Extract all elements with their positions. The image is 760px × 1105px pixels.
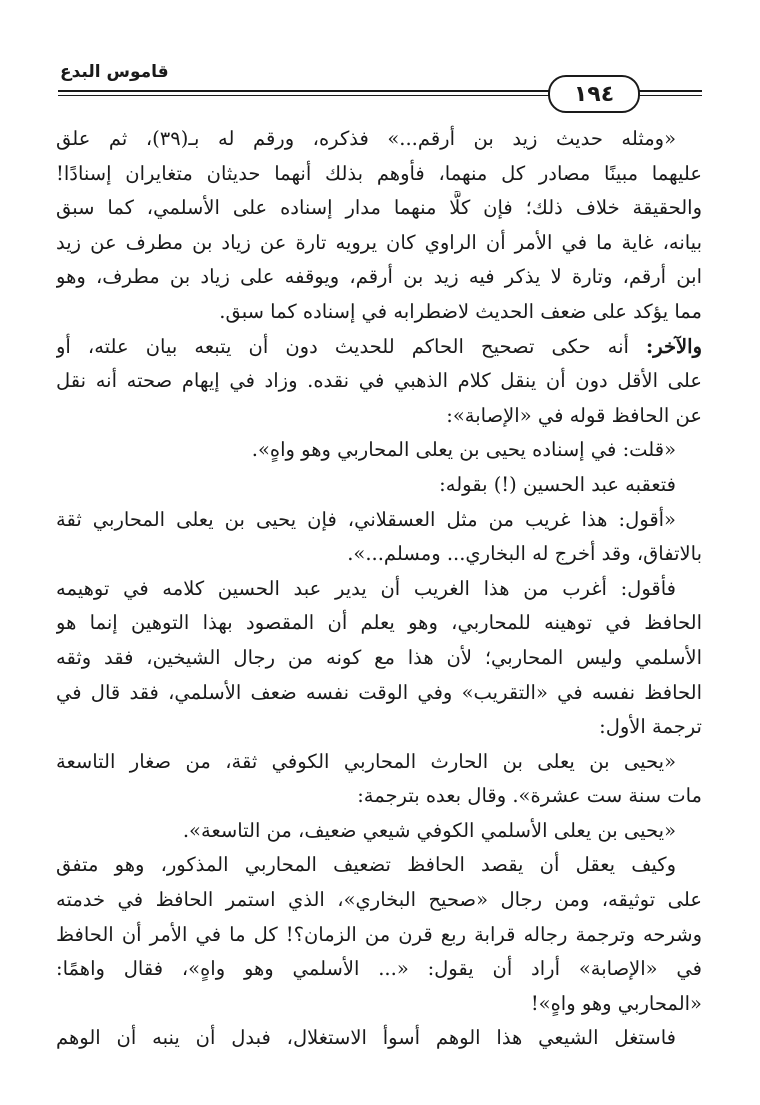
text-line: والحقيقة خلاف ذلك؛ فإن كلًّا منهما مدار إسناده على الأسلمي، كما سبق — [56, 196, 702, 220]
page-number-badge — [548, 75, 640, 113]
quote-line: «يحيى بن يعلى بن الحارث المحاربي الكوفي ثقة، من صغار التاسعة — [56, 749, 676, 773]
text-line: على توثيقه، ومن رجال «صحيح البخاري»، الذي استمر الحافظ في خدمته — [56, 888, 702, 912]
page-body — [56, 122, 702, 1056]
text-line: ابن أرقم، وتارة لا يذكر فيه زيد بن أرقم، ويوقفه على زياد بن مطرف، وهو — [56, 265, 702, 289]
text-line: الحافظ نفسه في «التقريب» وفي الوقت نفسه ضعف الأسلمي، فقد قال في — [56, 680, 702, 704]
page-header — [58, 62, 702, 112]
header-rule — [58, 90, 552, 92]
header-rule-right-thin — [638, 95, 702, 96]
text-line: الحافظ في توهينه للمحاربي، وهو يعلم أن المقصود بهذا التوهين إنما هو — [56, 611, 702, 635]
text-line: على الأقل دون أن ينقل كلام الذهبي في نقده. وزاد في إيهام صحته أنه نقل — [56, 369, 702, 393]
text-line: الأسلمي وليس المحاربي؛ لأن هذا مع كونه من رجال الشيخين، فقد وثقه — [56, 645, 702, 669]
text-line: بيانه، غاية ما في الأمر أن الراوي كان يرويه تارة عن زياد بن مطرف عن زيد — [56, 230, 702, 254]
header-rule-thin — [58, 95, 552, 96]
book-title: قاموس البدع — [60, 62, 169, 82]
quote-line: بالاتفاق، وقد أخرج له البخاري... ومسلم...». — [347, 542, 702, 566]
header-rule-right — [638, 90, 702, 92]
text-line: ترجمة الأول: — [599, 715, 702, 739]
text-line: مما يؤكد على ضعف الحديث لاضطرابه في إسناده كما سبق. — [219, 299, 702, 323]
quote-line: «قلت: في إسناده يحيى بن يعلى المحاربي وهو واهٍ». — [251, 438, 676, 462]
text-line: وشرحه وترجمة رجاله قرابة ربع قرن من الزمان؟! كل ما في الأمر أن الحافظ — [56, 922, 702, 946]
text-line-content: أنه حكى تصحيح الحاكم للحديث دون أن يتبعه بيان علته، أو — [56, 334, 629, 358]
paragraph-lead: والآخر: — [646, 334, 702, 358]
text-line: فتعقبه عبد الحسين (!) بقوله: — [439, 472, 676, 496]
page-number: ١٩٤ — [573, 81, 615, 107]
text-line: مات سنة ست عشرة». وقال بعده بترجمة: — [357, 784, 702, 808]
text-line: «المحاربي وهو واهٍ»! — [530, 991, 702, 1015]
text-line: عليهما مبينًا مصادر كل منهما، فأوهم بذلك أنهما حديثان متغايران إسنادًا! — [56, 161, 702, 185]
text-line: فاستغل الشيعي هذا الوهم أسوأ الاستغلال، فبدل أن ينبه أن الوهم — [56, 1026, 676, 1050]
text-line: وكيف يعقل أن يقصد الحافظ تضعيف المحاربي المذكور، وهو متفق — [56, 853, 676, 877]
text-line — [56, 330, 702, 365]
text-line: فأقول: أغرب من هذا الغريب أن يدير عبد الحسين كلامه في توهيمه — [56, 576, 676, 600]
text-line: «ومثله حديث زيد بن أرقم...» فذكره، ورقم له بـ(٣٩)، ثم علق — [56, 127, 677, 150]
quote-line: «أقول: هذا غريب من مثل العسقلاني، فإن يحيى بن يعلى المحاربي ثقة — [56, 507, 676, 531]
quote-line: «يحيى بن يعلى الأسلمي الكوفي شيعي ضعيف، من التاسعة». — [182, 818, 676, 842]
text-line: في «الإصابة» أراد أن يقول: «... الأسلمي وهو واهٍ»، فقال واهمًا: — [56, 957, 702, 981]
text-line: عن الحافظ قوله في «الإصابة»: — [446, 403, 702, 427]
